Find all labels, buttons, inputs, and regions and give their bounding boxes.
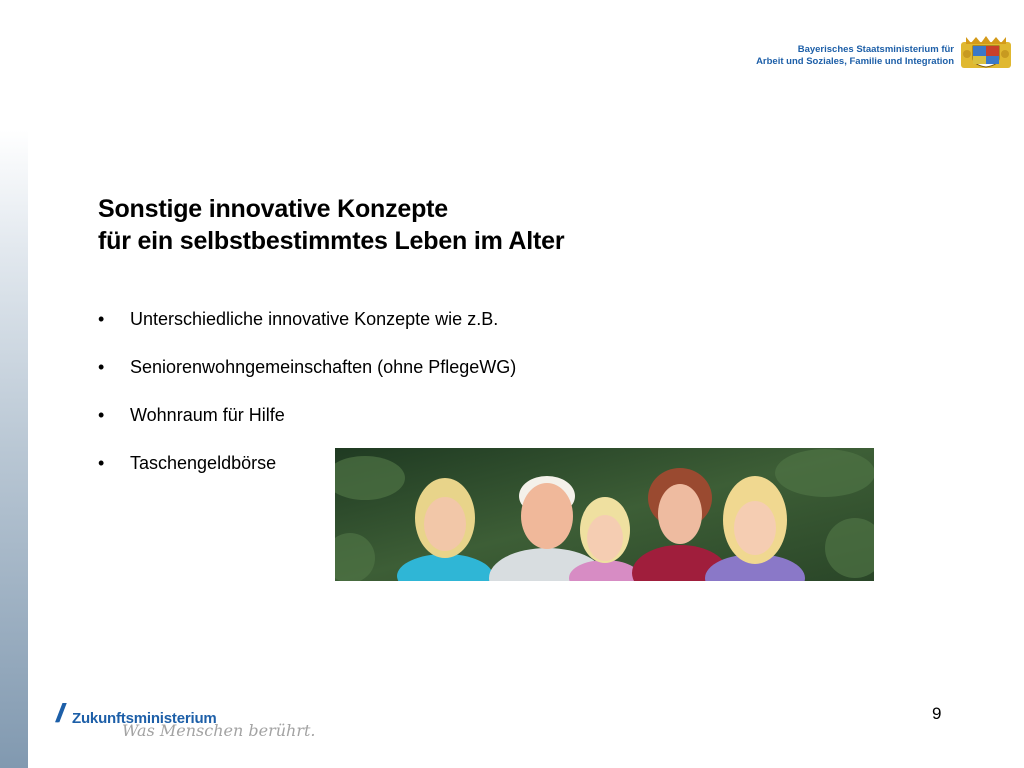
- page-number: 9: [932, 704, 942, 723]
- bullet-symbol: •: [98, 309, 105, 329]
- ministry-name-line2: Arbeit und Soziales, Familie und Integration: [756, 56, 954, 67]
- bullet-text: Seniorenwohngemeinschaften (ohne PflegeWG): [130, 357, 517, 377]
- slide-title-line1: Sonstige innovative Konzepte: [98, 195, 449, 223]
- slide-title-line2: für ein selbstbestimmtes Leben im Alter: [98, 227, 565, 255]
- bullet-text: Wohnraum für Hilfe: [130, 405, 285, 425]
- bullet-text: Unterschiedliche innovative Konzepte wie z.B.: [130, 309, 499, 329]
- ministry-name-line1: Bayerisches Staatsministerium für: [797, 44, 954, 55]
- zukunftsministerium-logo: [52, 698, 316, 744]
- family-photo: [335, 448, 874, 581]
- bullet-symbol: •: [98, 357, 105, 377]
- ministry-name: [756, 44, 954, 68]
- logo-slogan: Was Menschen berührt.: [122, 721, 316, 740]
- logo-name: Zukunftsministerium: [72, 710, 217, 727]
- bullet-text: Taschengeldbörse: [130, 453, 277, 473]
- logo-slashes: //: [56, 698, 59, 728]
- left-gradient-band: [0, 130, 28, 768]
- bullet-symbol: •: [98, 405, 105, 425]
- bullet-symbol: •: [98, 453, 105, 473]
- bavarian-coat-of-arms-icon: [961, 34, 1011, 68]
- slide-title: [98, 193, 564, 257]
